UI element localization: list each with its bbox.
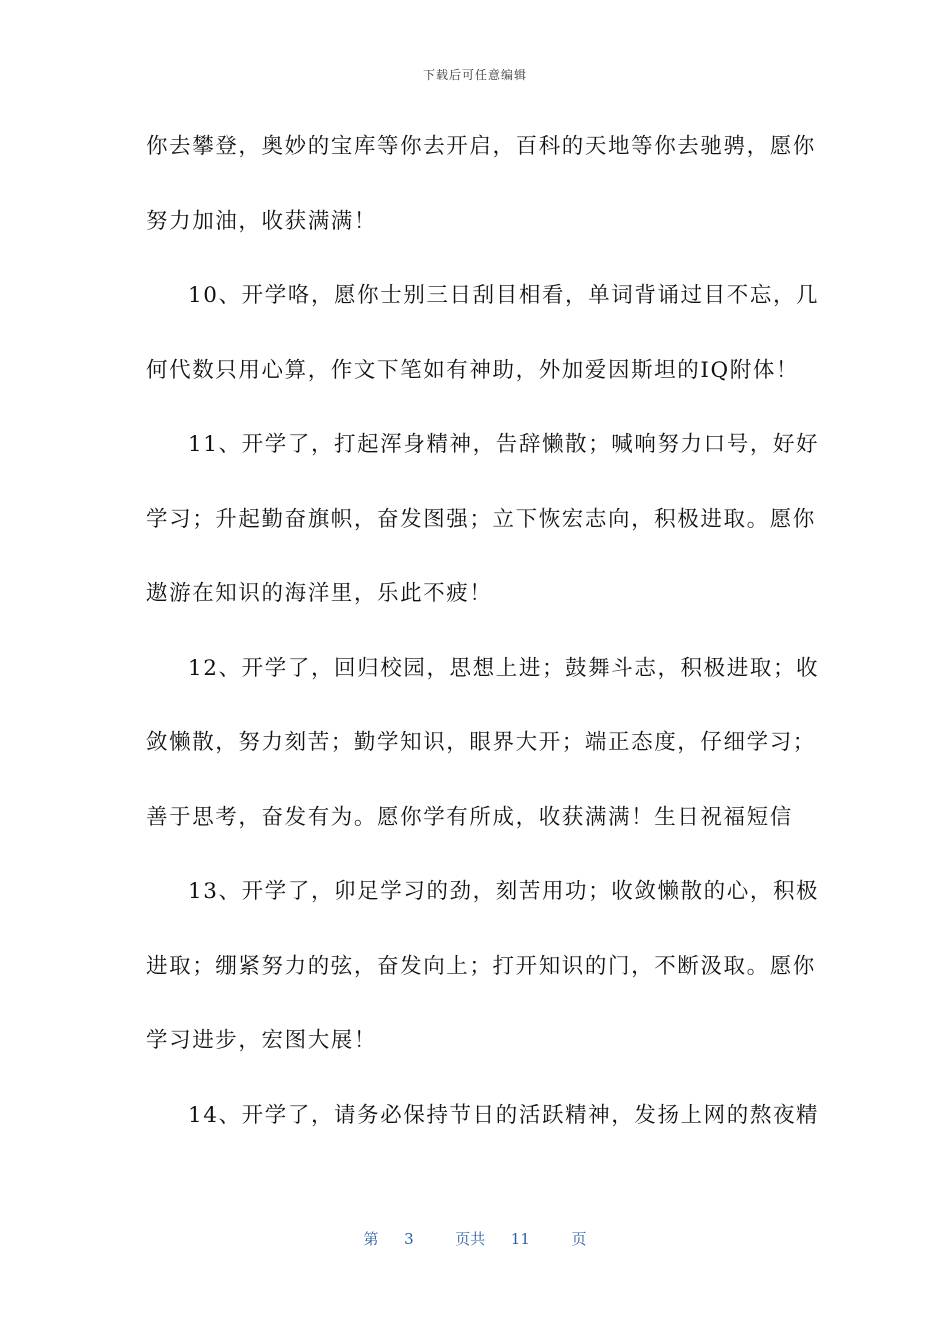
text-line: 11、开学了，打起浑身精神，告辞懒散；喊响努力口号，好好 [188,432,820,457]
text-line: 遨游在知识的海洋里，乐此不疲！ [146,581,493,606]
text-line: 13、开学了，卯足学习的劲，刻苦用功；收敛懒散的心，积极 [188,879,820,904]
text-line: 10、开学咯，愿你士别三日刮目相看，单词背诵过目不忘，几 [188,283,820,308]
text-line: 14、开学了，请务必保持节日的活跃精神，发扬上网的熬夜精 [188,1102,820,1128]
text-line: 何代数只用心算，作文下笔如有神助，外加爱因斯坦的IQ附体！ [146,357,800,383]
total-pages-number: 11 [510,1230,530,1248]
page-footer [0,1228,950,1249]
text-line: 学习；升起勤奋旗帜，奋发图强；立下恢宏志向，积极进取。愿你 [146,506,816,532]
text-line: 努力加油，收获满满！ [146,208,378,234]
document-body [146,125,820,1168]
page-header: 下载后可任意编辑 [422,68,527,82]
text-line: 进取；绷紧努力的弦，奋发向上；打开知识的门，不断汲取。愿你 [146,953,816,979]
page-prefix: 第 [363,1230,379,1248]
total-suffix: 页 [571,1230,587,1248]
text-line: 12、开学了，回归校园，思想上进；鼓舞斗志，积极进取；收 [188,655,820,681]
text-line: 学习进步，宏图大展！ [146,1028,378,1053]
text-line: 善于思考，奋发有为。愿你学有所成，收获满满！生日祝福短信 [146,804,793,830]
page-suffix: 页共 [455,1230,486,1248]
text-line: 你去攀登，奥妙的宝库等你去开启，百科的天地等你去驰骋，愿你 [146,134,816,159]
current-page-number: 3 [404,1230,414,1248]
text-line: 敛懒散，努力刻苦；勤学知识，眼界大开；端正态度，仔细学习； [146,730,816,755]
